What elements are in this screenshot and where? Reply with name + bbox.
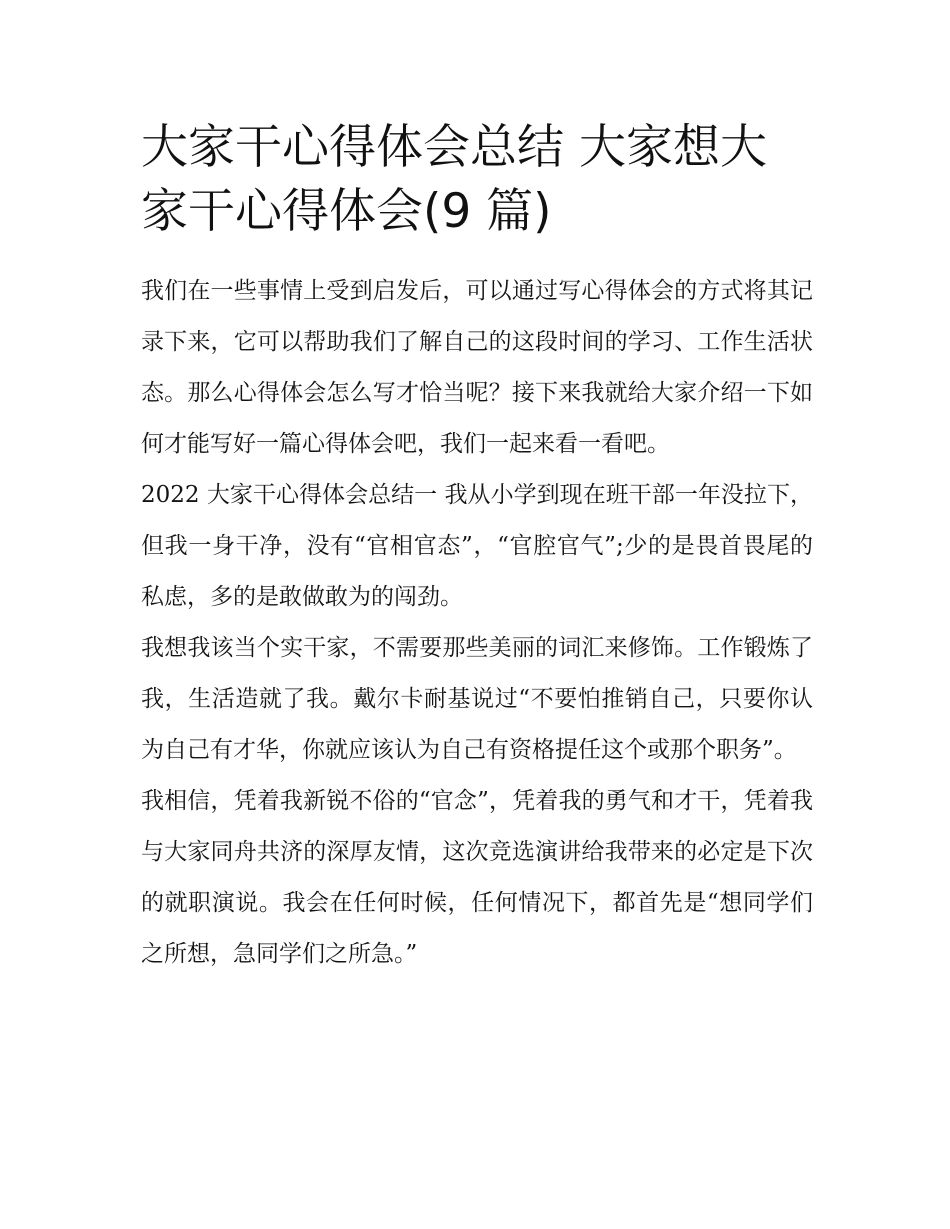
document-page (141, 116, 813, 980)
paragraph-practical: 我想我该当个实干家，不需要那些美丽的词汇来修饰。工作锻炼了我，生活造就了我。戴尔卡耐基说过“不要怕推销自己，只要你认为自己有才华，你就应该认为自己有资格提任这个或那个职务”。 (141, 635, 813, 763)
paragraph-intro: 我们在一些事情上受到启发后，可以通过写心得体会的方式将其记录下来，它可以帮助我们了解自己的这段时间的学习、工作生活状态。那么心得体会怎么写才恰当呢？接下来我就给大家介绍一下如何才能写好一篇心得体会吧，我们一起来看一看吧。 (141, 278, 813, 457)
document-title: 大家干心得体会总结 大家想大家干心得体会(9 篇) (141, 120, 767, 239)
document-body (141, 266, 813, 980)
paragraph-belief: 我相信，凭着我新锐不俗的“官念”，凭着我的勇气和才干，凭着我与大家同舟共济的深厚友情，这次竞选演讲给我带来的必定是下次的就职演说。我会在任何时候，任何情况下，都首先是“想同学们之所想，急同学们之所急。” (141, 788, 813, 967)
paragraph-section-one: 2022 大家干心得体会总结一 我从小学到现在班干部一年没拉下，但我一身干净，没有“官相官态”，“官腔官气”;少的是畏首畏尾的私虑，多的是敢做敢为的闯劲。 (141, 482, 813, 610)
